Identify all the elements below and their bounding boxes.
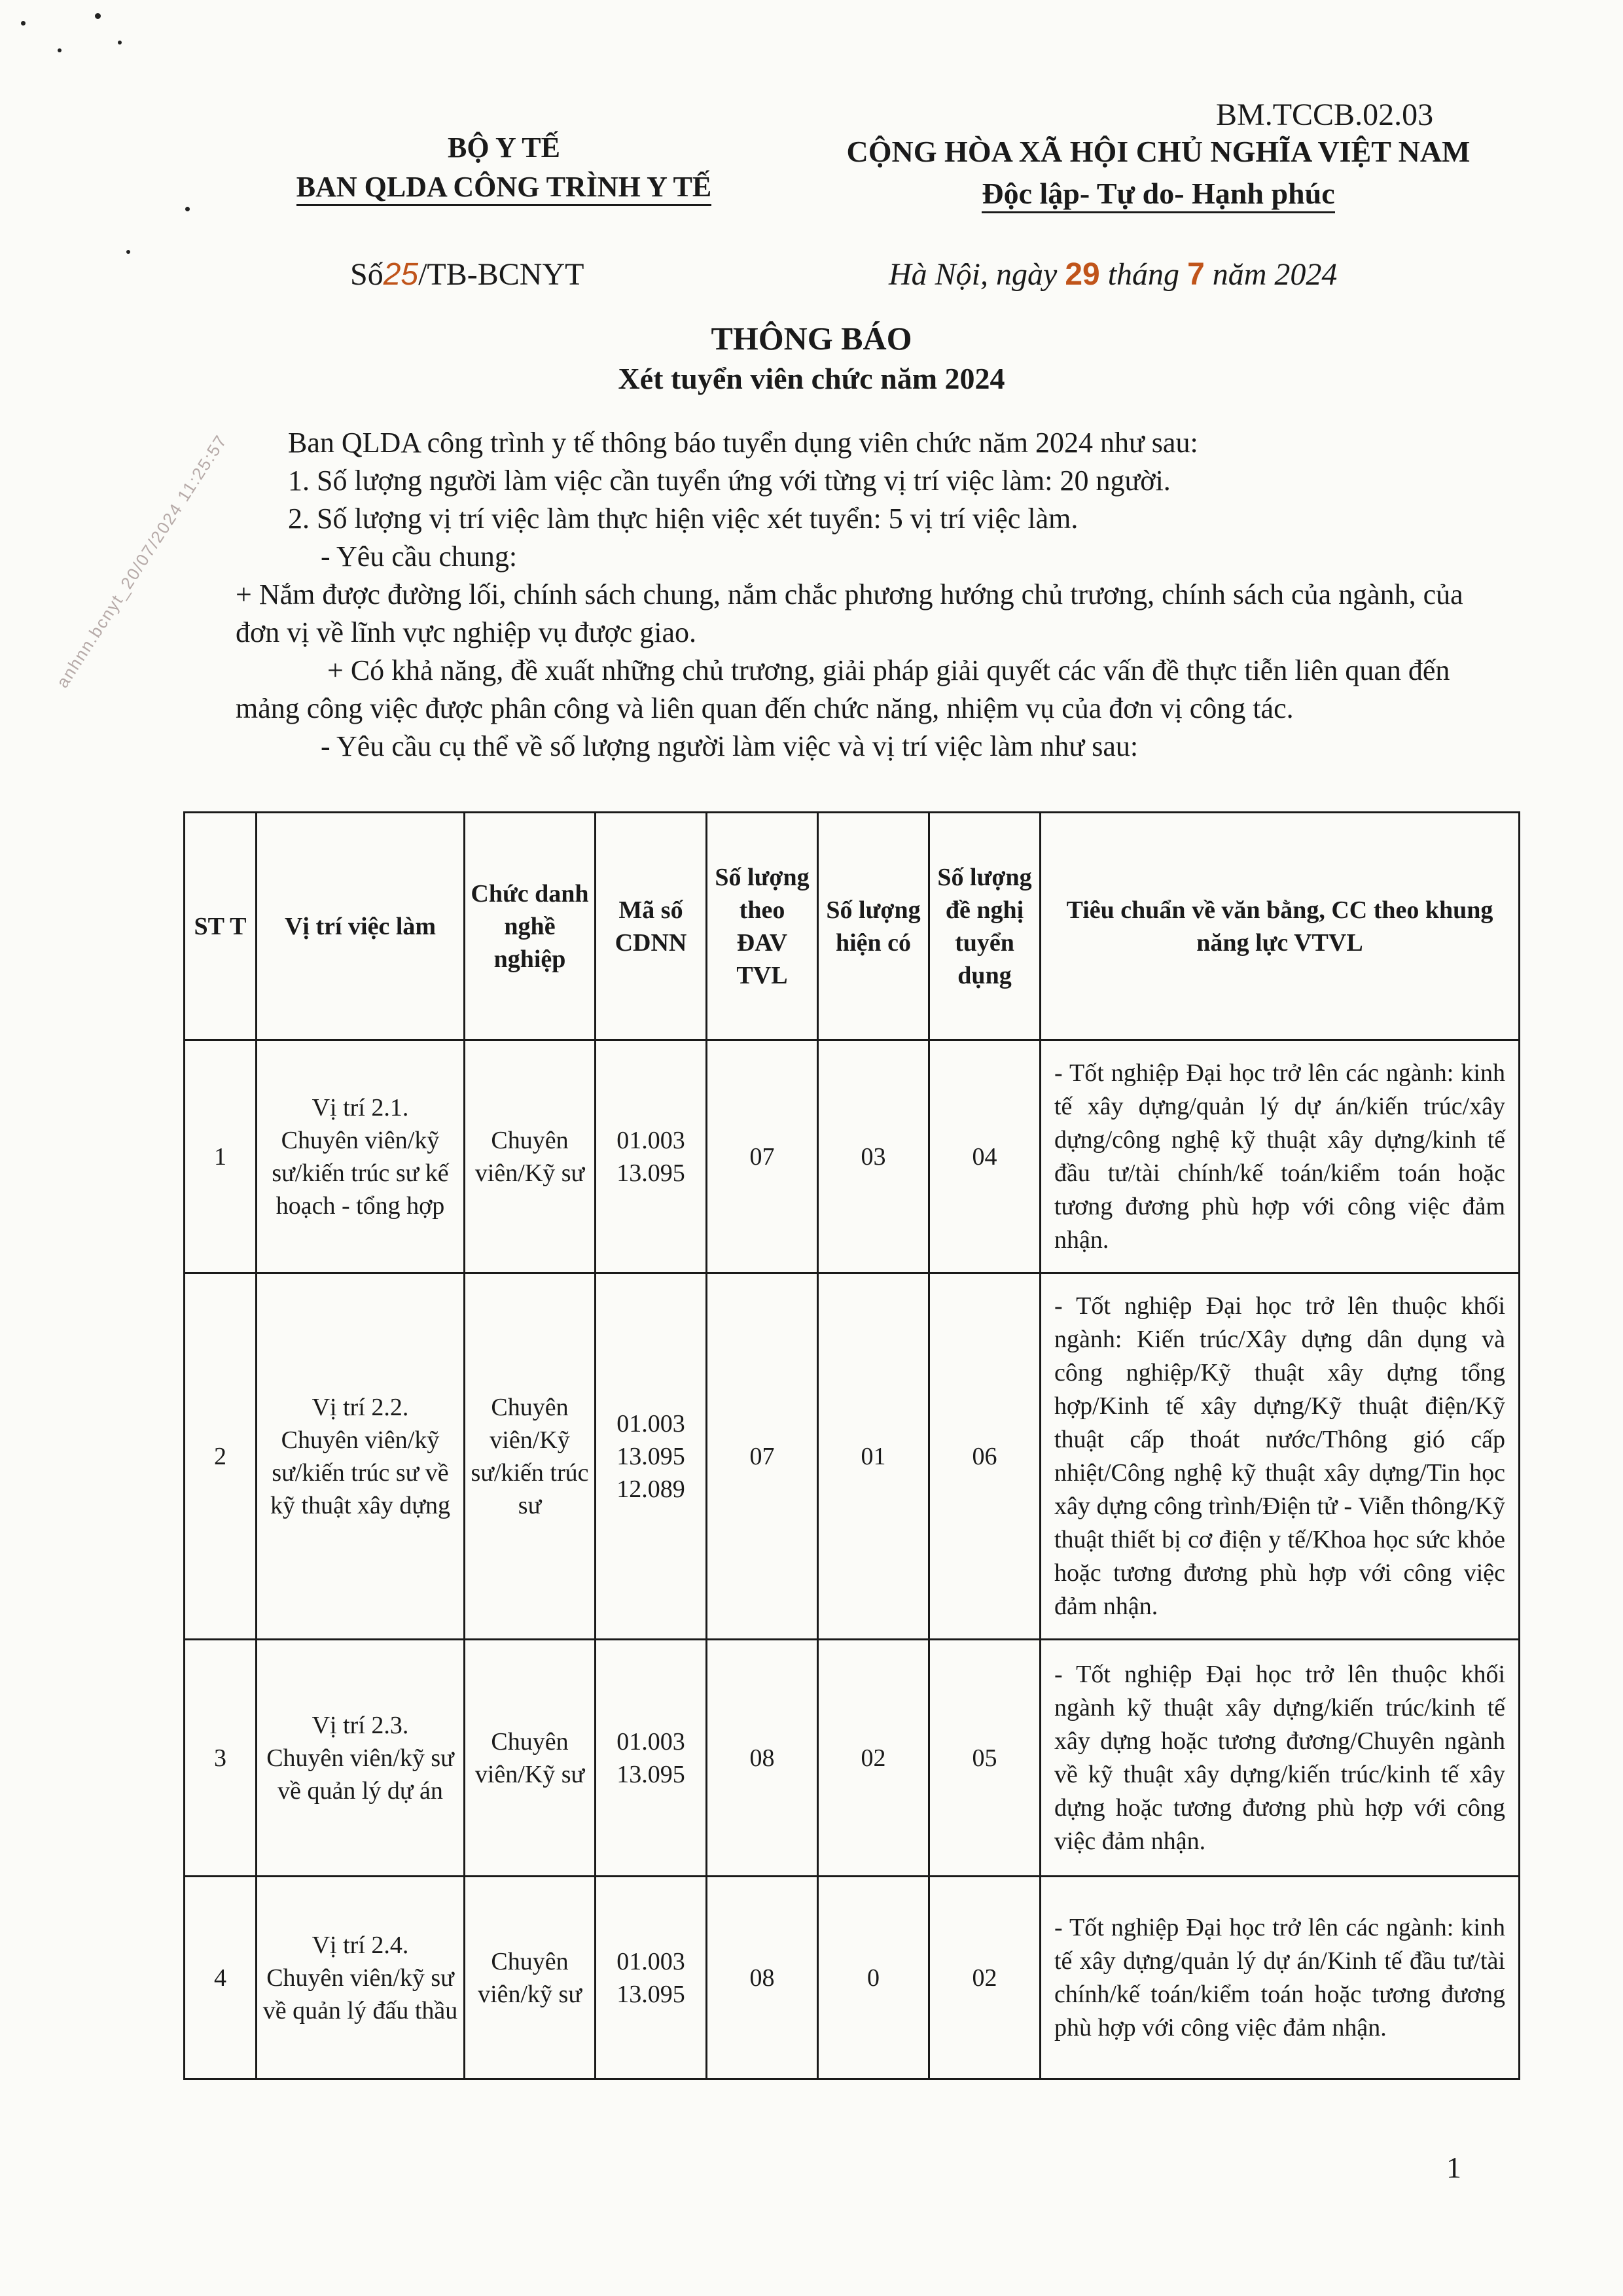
position-description: Chuyên viên/kỹ sư/kiến trúc sư kế hoạch - tổng hợp [272, 1126, 449, 1220]
cell-current: 02 [818, 1640, 929, 1877]
cell-position [257, 1640, 465, 1877]
cell-current: 03 [818, 1040, 929, 1273]
page-number: 1 [1446, 2151, 1461, 2184]
notice-body [236, 424, 1479, 766]
cell-position [257, 1877, 465, 2079]
item-1: 1. Số lượng người làm việc cần tuyển ứng với từng vị trí việc làm: 20 người. [288, 465, 1171, 497]
cell-current: 01 [818, 1273, 929, 1640]
col-header-position: Vị trí việc làm [257, 813, 465, 1040]
cell-proposed: 02 [929, 1877, 1041, 2079]
col-header-requirements: Tiêu chuẩn về văn bằng, CC theo khung năng lực VTVL [1041, 813, 1520, 1040]
national-motto: Độc lập- Tự do- Hạnh phúc [982, 176, 1334, 213]
position-label: Vị trí 2.4. [312, 1931, 409, 1959]
general-requirement-2: + Có khả năng, đề xuất những chủ trương, giải pháp giải quyết các vấn đề thực tiễn liên quan đến mảng công việc được phân công và liên quan đến chức năng, nhiệm vụ của đơn vị công tác. [236, 654, 1450, 724]
table-row [185, 1040, 1520, 1273]
table-row [185, 1877, 1520, 2079]
position-description: Chuyên viên/kỹ sư/kiến trúc sư về kỹ thuật xây dựng [270, 1426, 450, 1519]
scan-speck [58, 48, 62, 52]
cell-current: 0 [818, 1877, 929, 2079]
col-header-planned: Số lượng theo ĐAV TVL [707, 813, 818, 1040]
scan-speck [126, 250, 130, 254]
cell-stt: 3 [185, 1640, 257, 1877]
doc-no-handwritten: 25 [383, 257, 419, 292]
cell-stt: 1 [185, 1040, 257, 1273]
cell-code: 01.003 13.095 [596, 1877, 707, 2079]
cell-planned: 07 [707, 1040, 818, 1273]
cell-code: 01.003 13.095 12.089 [596, 1273, 707, 1640]
date-month: 7 [1187, 257, 1205, 292]
form-code: BM.TCCB.02.03 [1216, 97, 1434, 132]
position-description: Chuyên viên/kỹ sư về quản lý dự án [266, 1744, 454, 1805]
doc-no-prefix: Số [350, 257, 383, 292]
cell-title: Chuyên viên/Kỹ sư [465, 1640, 596, 1877]
cell-title: Chuyên viên/Kỹ sư/kiến trúc sư [465, 1273, 596, 1640]
cell-proposed: 06 [929, 1273, 1041, 1640]
date-year: năm 2024 [1212, 257, 1338, 292]
scan-speck [185, 207, 190, 211]
ministry-name: BỘ Y TẾ [448, 132, 560, 164]
item-2: 2. Số lượng vị trí việc làm thực hiện việc xét tuyển: 5 vị trí việc làm. [288, 503, 1079, 535]
scan-speck [118, 41, 122, 44]
col-header-stt: ST T [185, 813, 257, 1040]
cell-stt: 4 [185, 1877, 257, 2079]
national-heading [812, 131, 1505, 215]
date-place: Hà Nội, ngày [889, 257, 1058, 292]
table-header-row [185, 813, 1520, 1040]
cell-position [257, 1040, 465, 1273]
col-header-code: Mã số CDNN [596, 813, 707, 1040]
scan-speck [21, 21, 26, 26]
table-row [185, 1640, 1520, 1877]
position-label: Vị trí 2.1. [312, 1093, 409, 1122]
col-header-title: Chức danh nghề nghiệp [465, 813, 596, 1040]
specific-heading: - Yêu cầu cụ thể về số lượng người làm việc và vị trí việc làm như sau: [321, 730, 1139, 762]
cell-code: 01.003 13.095 [596, 1040, 707, 1273]
cell-proposed: 04 [929, 1040, 1041, 1273]
recruitment-table [183, 811, 1520, 2080]
general-heading: - Yêu cầu chung: [321, 540, 518, 573]
intro-paragraph: Ban QLDA công trình y tế thông báo tuyển dụng viên chức năm 2024 như sau: [288, 427, 1198, 459]
date-line [889, 256, 1337, 292]
position-label: Vị trí 2.2. [312, 1393, 409, 1421]
general-requirement-1: + Nắm được đường lối, chính sách chung, nắm chắc phương hướng chủ trương, chính sách của ngành, của đơn vị về lĩnh vực nghiệp vụ được giao. [236, 578, 1463, 648]
document-number [350, 256, 584, 292]
document-title: THÔNG BÁO [711, 320, 912, 357]
position-description: Chuyên viên/kỹ sư về quản lý đấu thầu [262, 1964, 458, 2024]
cell-requirements: - Tốt nghiệp Đại học trở lên các ngành: kinh tế xây dựng/quản lý dự án/Kinh tế đầu tư/tài chính/kế toán/kiểm toán hoặc tương đương phù hợp với công việc đảm nhận. [1041, 1877, 1520, 2079]
date-month-label: tháng [1107, 257, 1180, 292]
cell-title: Chuyên viên/kỹ sư [465, 1877, 596, 2079]
cell-requirements: - Tốt nghiệp Đại học trở lên thuộc khối ngành: Kiến trúc/Xây dựng dân dụng và công nghiệp/Kỹ thuật xây dựng tổng hợp/Kinh tế xây dựng/Kỹ thuật điện/Kỹ thuật cấp thoát nước/Thông gió cấp nhiệt/Công nghệ kỹ thuật xây dựng/Tin học xây dựng công trình/Điện tử - Viễn thông/Kỹ thuật thiết bị cơ điện y tế/Khoa học sức khỏe hoặc tương đương phù hợp với công việc đảm nhận. [1041, 1273, 1520, 1640]
cell-position [257, 1273, 465, 1640]
cell-planned: 08 [707, 1877, 818, 2079]
scan-watermark: anhnn.bcnyt_20/07/2024 11:25:57 [52, 431, 231, 692]
document-subtitle: Xét tuyển viên chức năm 2024 [618, 362, 1005, 395]
position-label: Vị trí 2.3. [312, 1711, 409, 1739]
scan-speck [95, 13, 101, 19]
col-header-current: Số lượng hiện có [818, 813, 929, 1040]
issuer-block [249, 128, 759, 207]
doc-no-suffix: /TB-BCNYT [418, 257, 584, 292]
cell-title: Chuyên viên/Kỹ sư [465, 1040, 596, 1273]
table-row [185, 1273, 1520, 1640]
col-header-proposed: Số lượng đề nghị tuyển dụng [929, 813, 1041, 1040]
nation-name: CỘNG HÒA XÃ HỘI CHỦ NGHĨA VIỆT NAM [846, 135, 1471, 168]
cell-code: 01.003 13.095 [596, 1640, 707, 1877]
agency-name: BAN QLDA CÔNG TRÌNH Y TẾ [296, 170, 711, 206]
cell-stt: 2 [185, 1273, 257, 1640]
cell-requirements: - Tốt nghiệp Đại học trở lên các ngành: kinh tế xây dựng/quản lý dự án/kiến trúc/xây dựng/công nghệ kỹ thuật xây dựng/kinh tế đầu tư/tài chính/kế toán/kiểm toán hoặc tương đương phù hợp với công việc đảm nhận. [1041, 1040, 1520, 1273]
cell-proposed: 05 [929, 1640, 1041, 1877]
cell-planned: 08 [707, 1640, 818, 1877]
date-day: 29 [1065, 257, 1100, 292]
cell-planned: 07 [707, 1273, 818, 1640]
cell-requirements: - Tốt nghiệp Đại học trở lên thuộc khối ngành kỹ thuật xây dựng/kiến trúc/kinh tế xây dựng hoặc tương đương/Chuyên ngành về kỹ thuật xây dựng/kiến trúc/kinh tế xây dựng hoặc tương đương phù hợp với công việc đảm nhận. [1041, 1640, 1520, 1877]
